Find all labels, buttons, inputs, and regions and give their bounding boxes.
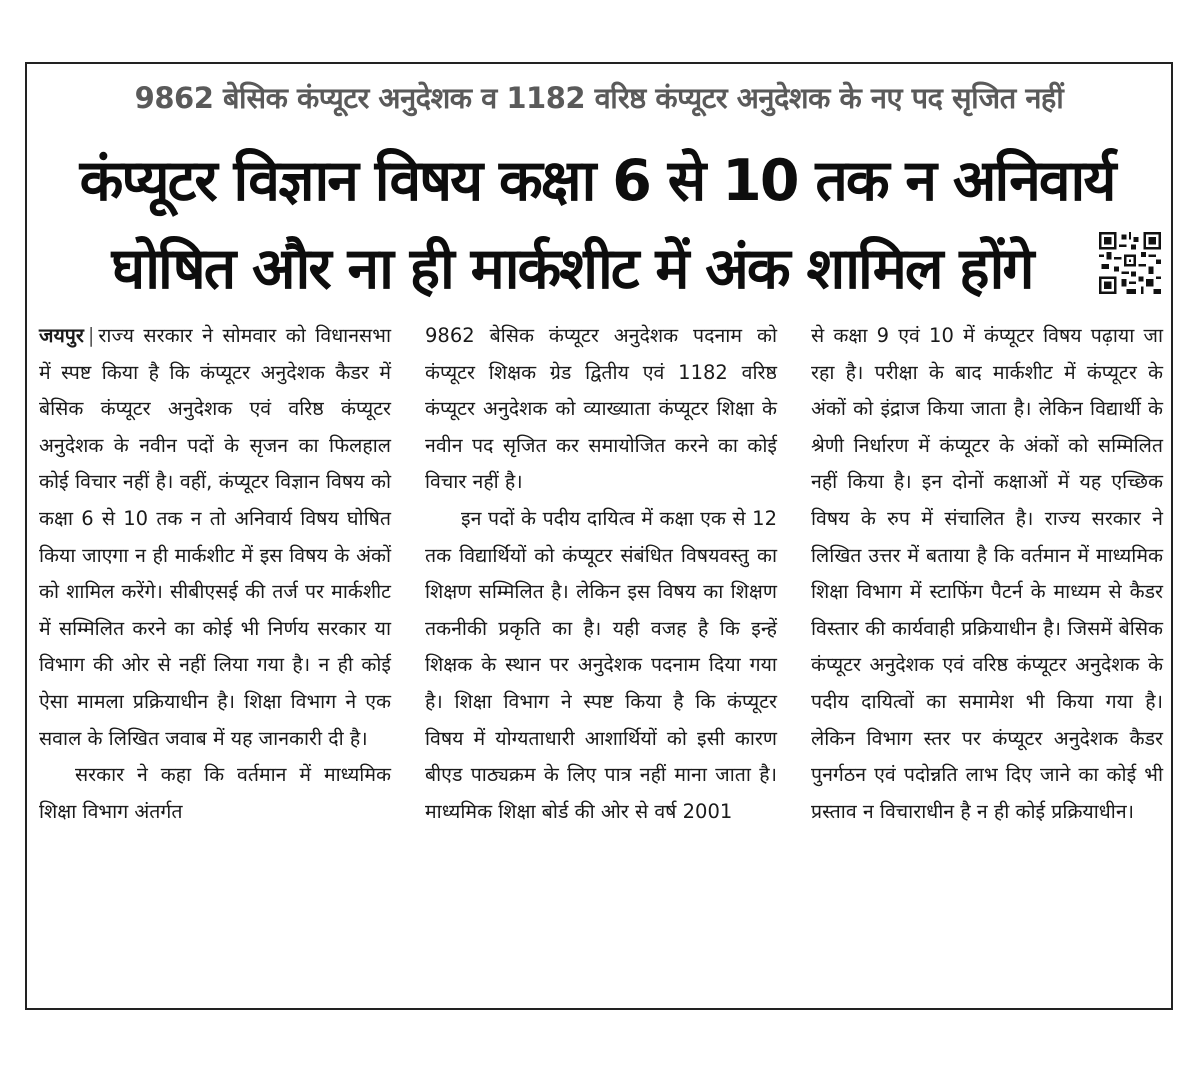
headline-line-2: घोषित और ना ही मार्कशीट में अंक शामिल होंगे: [111, 236, 1033, 302]
paragraph-text: राज्य सरकार ने सोमवार को विधानसभा में स्पष्ट किया है कि कंप्यूटर अनुदेशक कैडर में बेसिक कंप्यूटर अनुदेशक एवं वरिष्ठ कंप्यूटर अनुदेशक के नवीन पदों के सृजन का फिलहाल कोई विचार नहीं है। वहीं, कंप्यूटर विज्ञान विषय को कक्षा 6 से 10 तक न तो अनिवार्य विषय घोषित किया जाएगा न ही मार्कशीट में इस विषय के अंकों को शामिल करेंगे। सीबीएसई की तर्ज पर मार्कशीट में सम्मिलित करने का कोई भी निर्णय सरकार या विभाग की ओर से नहीं लिया गया है। न ही कोई ऐसा मामला प्रक्रियाधीन है। शिक्षा विभाग ने एक सवाल के लिखित जवाब में यह जानकारी दी है।: [39, 324, 391, 750]
column-2: [425, 318, 777, 998]
paragraph: सरकार ने कहा कि वर्तमान में माध्यमिक शिक्षा विभाग अंतर्गत: [39, 763, 391, 823]
qr-code-icon: [1099, 232, 1161, 294]
paragraph: इन पदों के पदीय दायित्व में कक्षा एक से 12 तक विद्यार्थियों को कंप्यूटर संबंधित विषयवस्तु का शिक्षण सम्मिलित है। लेकिन इस विषय का शिक्षण तकनीकी प्रकृति का है। यही वजह है कि इन्हें शिक्षक के स्थान पर अनुदेशक पदनाम दिया गया है। शिक्षा विभाग ने स्पष्ट किया है कि कंप्यूटर विषय में योग्यताधारी आशार्थियों को इसी कारण बीएड पाठ्यक्रम के लिए पात्र नहीं माना जाता है। माध्यमिक शिक्षा बोर्ड की ओर से वर्ष 2001: [425, 506, 777, 823]
column-3: [811, 318, 1163, 998]
news-clipping: [25, 62, 1173, 1010]
dateline: जयपुर: [39, 324, 84, 347]
subheadline: 9862 बेसिक कंप्यूटर अनुदेशक व 1182 वरिष्ठ कंप्यूटर अनुदेशक के नए पद सृजित नहीं: [134, 81, 1064, 115]
paragraph: 9862 बेसिक कंप्यूटर अनुदेशक पदनाम को कंप्यूटर शिक्षक ग्रेड द्वितीय एवं 1182 वरिष्ठ कंप्यूटर अनुदेशक को व्याख्याता कंप्यूटर शिक्षा के नवीन पद सृजित कर समायोजित करने का कोई विचार नहीं है।: [425, 324, 777, 494]
paragraph: से कक्षा 9 एवं 10 में कंप्यूटर विषय पढ़ाया जा रहा है। परीक्षा के बाद मार्कशीट में कंप्यूटर के अंकों को इंद्राज किया जाता है। लेकिन विद्यार्थी के श्रेणी निर्धारण में कंप्यूटर के अंकों को सम्मिलित नहीं किया है। इन दोनों कक्षाओं में यह एच्छिक विषय के रुप में संचालित है। राज्य सरकार ने लिखित उत्तर में बताया है कि वर्तमान में माध्यमिक शिक्षा विभाग में स्टाफिंग पैटर्न के माध्यम से कैडर विस्तार की कार्यवाही प्रक्रियाधीन है। जिसमें बेसिक कंप्यूटर अनुदेशक एवं वरिष्ठ कंप्यूटर अनुदेशक के पदीय दायित्वों का समामेश भी किया गया है। लेकिन विभाग स्तर पर कंप्यूटर अनुदेशक कैडर पुनर्गठन एवं पदोन्नति लाभ दिए जाने का कोई भी प्रस्ताव न विचाराधीन है न ही कोई प्रक्रियाधीन।: [811, 324, 1163, 823]
headline-line-1: कंप्यूटर विज्ञान विषय कक्षा 6 से 10 तक न अनिवार्य: [79, 148, 1115, 214]
paragraph: [39, 318, 391, 757]
dateline-separator: |: [87, 324, 95, 347]
column-1: [39, 318, 391, 998]
article-body: [39, 318, 1163, 998]
